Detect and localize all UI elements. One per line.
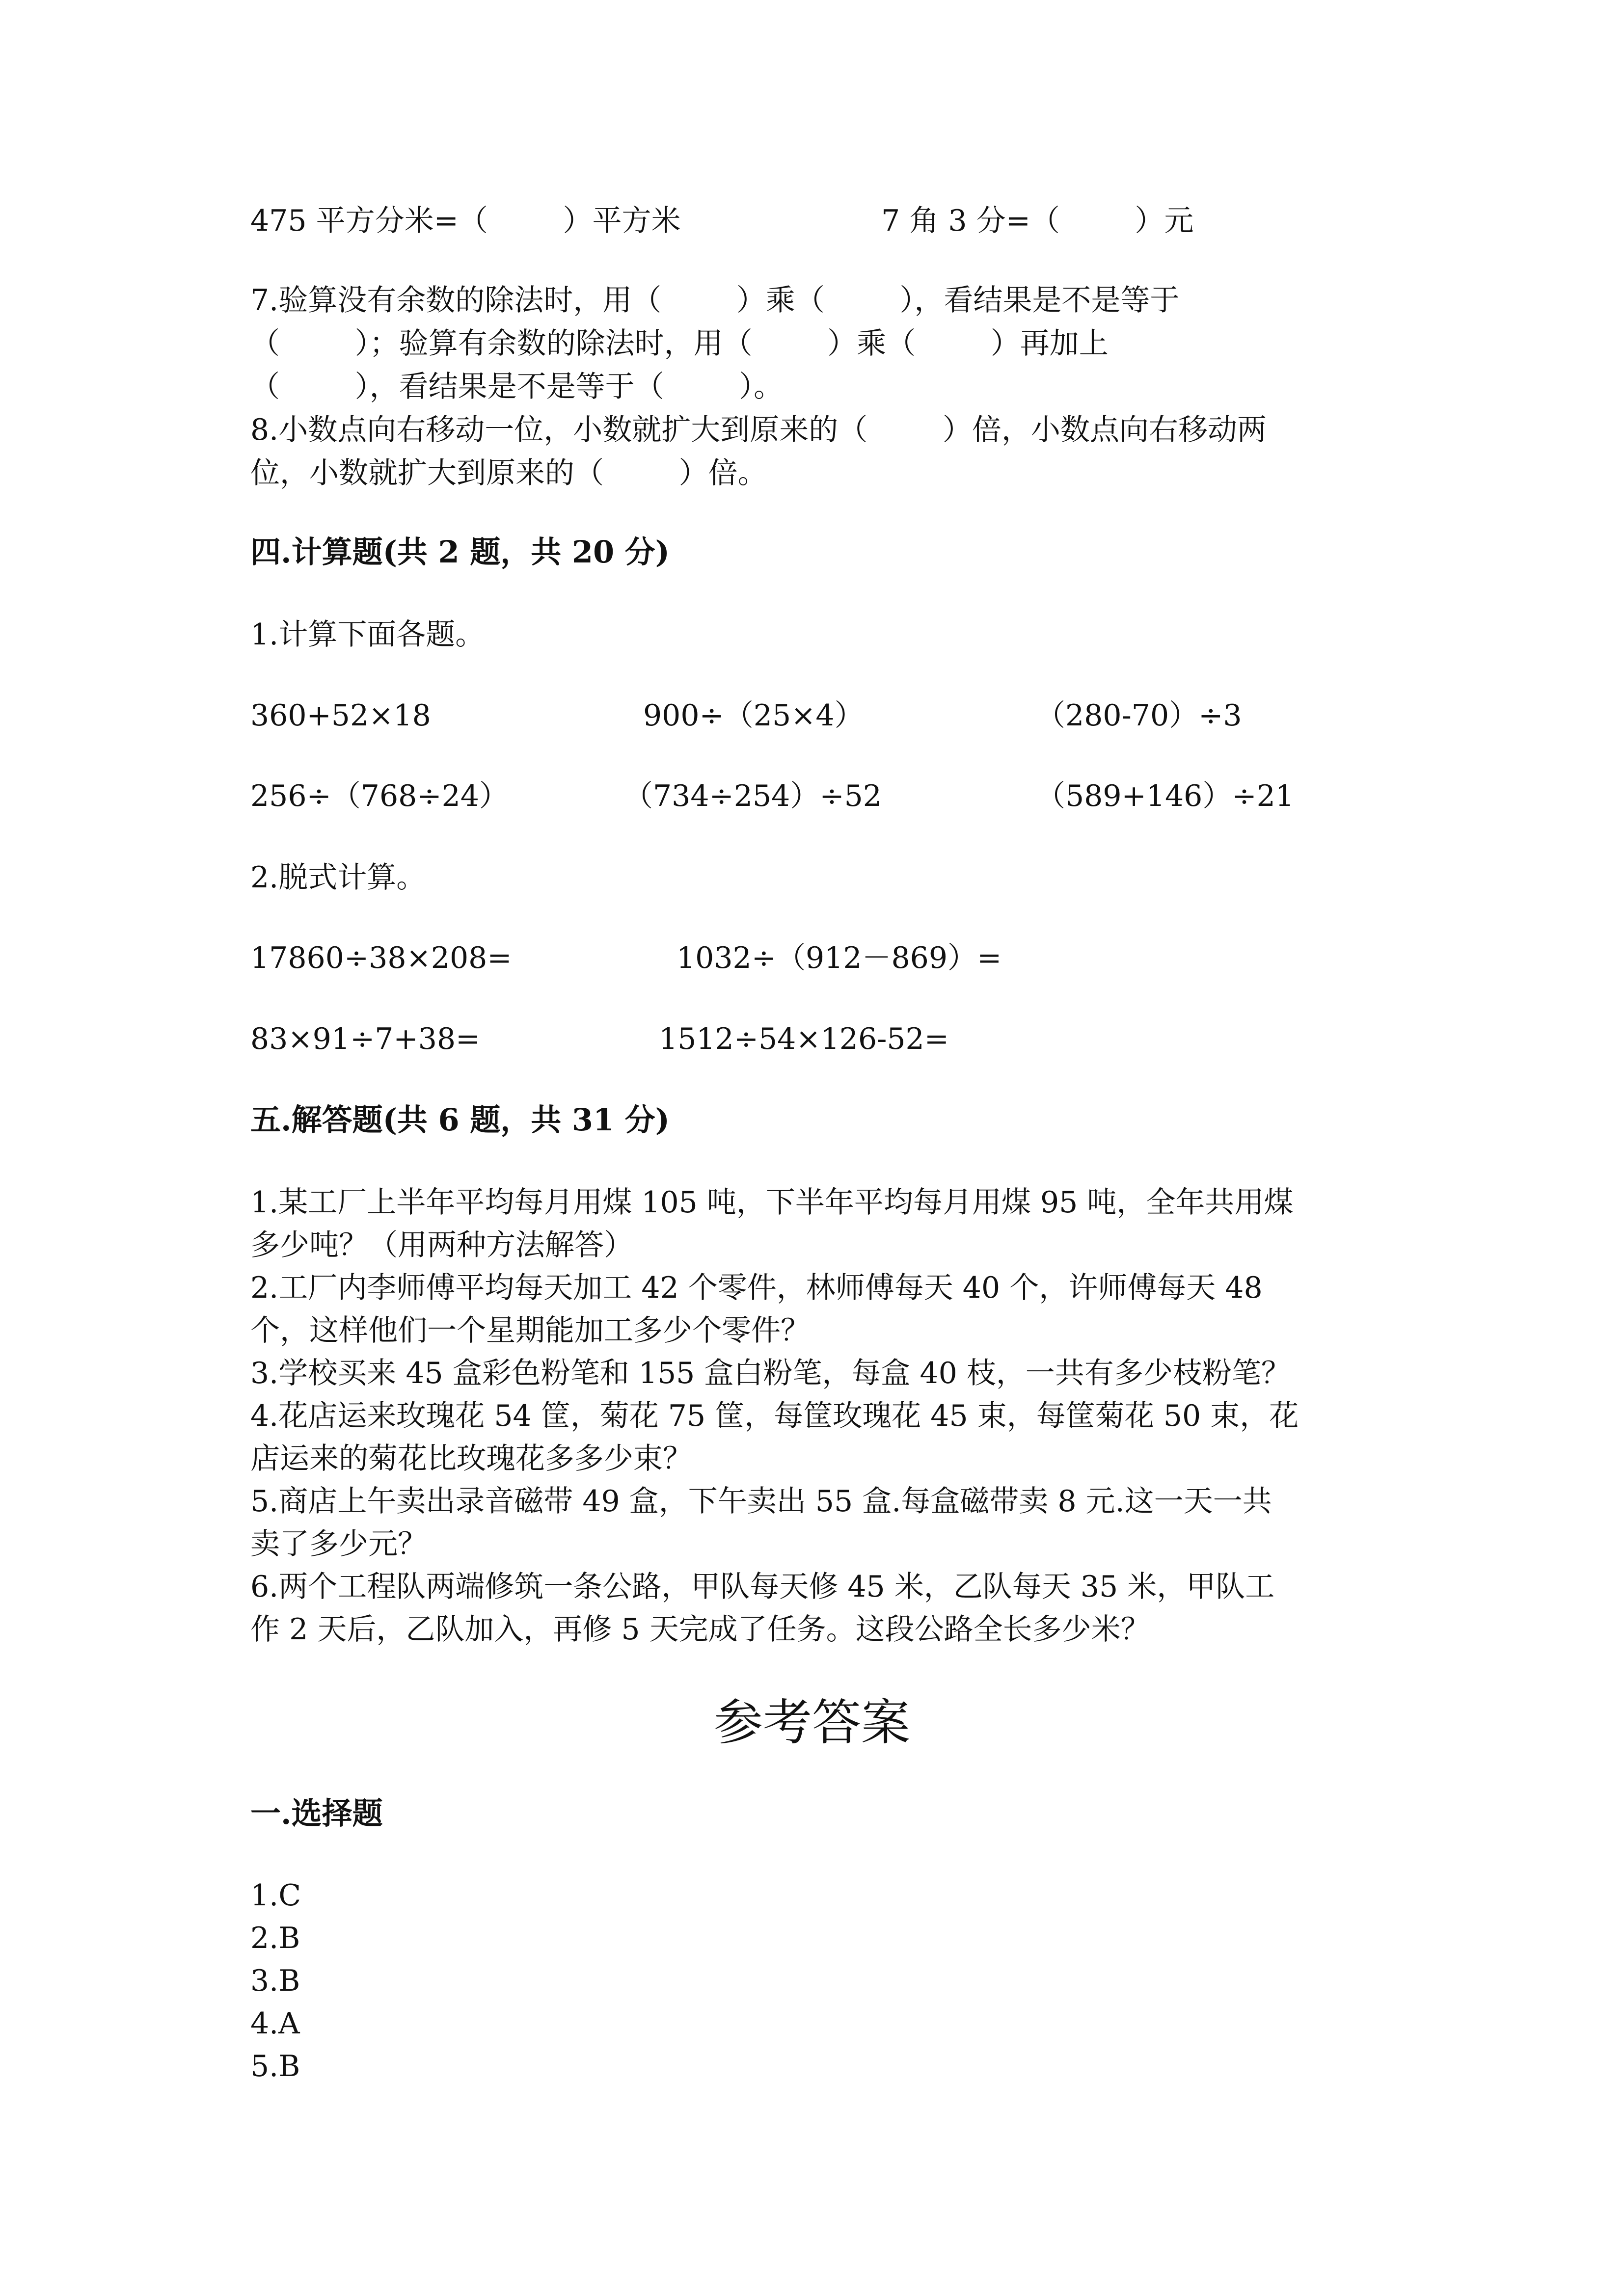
s5-line: 个，这样他们一个星期能加工多少个零件？ bbox=[250, 1313, 810, 1348]
answer-item: 2.B bbox=[250, 1921, 300, 1955]
s4-q1-expr: （734÷254）÷52 bbox=[623, 779, 882, 813]
q7-line-2: （ ）；验算有余数的除法时，用（ ）乘（ ）再加上 bbox=[250, 326, 1109, 361]
s4-q1-expr: （589+146）÷21 bbox=[1036, 779, 1294, 813]
s4-q1-expr: 360+52×18 bbox=[250, 698, 431, 733]
s4-q1-expr: （280-70）÷3 bbox=[1036, 698, 1242, 733]
q7-line-1: 7.验算没有余数的除法时，用（ ）乘（ ），看结果是不是等于 bbox=[250, 283, 1180, 318]
answer-item: 3.B bbox=[250, 1964, 300, 1998]
s4-q2-expr: 1512÷54×126-52= bbox=[659, 1022, 949, 1056]
s4-q2-expr: 17860÷38×208= bbox=[250, 941, 512, 975]
s5-line: 2.工厂内李师傅平均每天加工 42 个零件，林师傅每天 40 个，许师傅每天 48 bbox=[250, 1271, 1263, 1305]
s5-line: 多少吨？（用两种方法解答） bbox=[250, 1228, 633, 1262]
section-4-title: 四.计算题(共 2 题，共 20 分) bbox=[250, 534, 670, 570]
s4-q2-label: 2.脱式计算。 bbox=[250, 860, 426, 895]
s5-line: 4.花店运来玫瑰花 54 筐，菊花 75 筐，每筐玫瑰花 45 束，每筐菊花 50 束，花 bbox=[250, 1399, 1299, 1433]
answer-item: 4.A bbox=[250, 2006, 300, 2041]
s5-line: 5.商店上午卖出录音磁带 49 盒，下午卖出 55 盒.每盒磁带卖 8 元.这一天一共 bbox=[250, 1484, 1272, 1519]
s5-line: 店运来的菊花比玫瑰花多多少束？ bbox=[250, 1442, 692, 1476]
q8-line-2: 位，小数就扩大到原来的（ ）倍。 bbox=[250, 456, 767, 490]
answer-item: 5.B bbox=[250, 2049, 300, 2083]
s5-line: 卖了多少元？ bbox=[250, 1527, 427, 1561]
s5-line: 1.某工厂上半年平均每月用煤 105 吨，下半年平均每月用煤 95 吨，全年共用煤 bbox=[250, 1185, 1294, 1220]
q7-line-3: （ ），看结果是不是等于（ ）。 bbox=[250, 370, 784, 404]
section-5-title: 五.解答题(共 6 题，共 31 分) bbox=[250, 1102, 670, 1138]
s5-line: 6.两个工程队两端修筑一条公路，甲队每天修 45 米，乙队每天 35 米，甲队工 bbox=[250, 1570, 1275, 1604]
s4-q2-expr: 1032÷（912－869）= bbox=[677, 941, 1002, 975]
answers-section-1-title: 一.选择题 bbox=[250, 1795, 383, 1831]
q8-line-1: 8.小数点向右移动一位，小数就扩大到原来的（ ）倍，小数点向右移动两 bbox=[250, 413, 1267, 447]
s5-line: 3.学校买来 45 盒彩色粉笔和 155 盒白粉笔，每盒 40 枝，一共有多少枝粉笔？ bbox=[250, 1356, 1291, 1390]
conversion-left: 475 平方分米=（ ）平方米 bbox=[250, 204, 681, 238]
s4-q2-expr: 83×91÷7+38= bbox=[250, 1022, 481, 1056]
s5-line: 作 2 天后，乙队加入，再修 5 天完成了任务。这段公路全长多少米？ bbox=[250, 1612, 1150, 1647]
s4-q1-expr: 256÷（768÷24） bbox=[250, 779, 509, 813]
s4-q1-label: 1.计算下面各题。 bbox=[250, 617, 485, 652]
answer-item: 1.C bbox=[250, 1878, 301, 1913]
s4-q1-expr: 900÷（25×4） bbox=[643, 698, 864, 733]
answers-title: 参考答案 bbox=[714, 1694, 910, 1751]
conversion-right: 7 角 3 分=（ ）元 bbox=[881, 204, 1194, 238]
